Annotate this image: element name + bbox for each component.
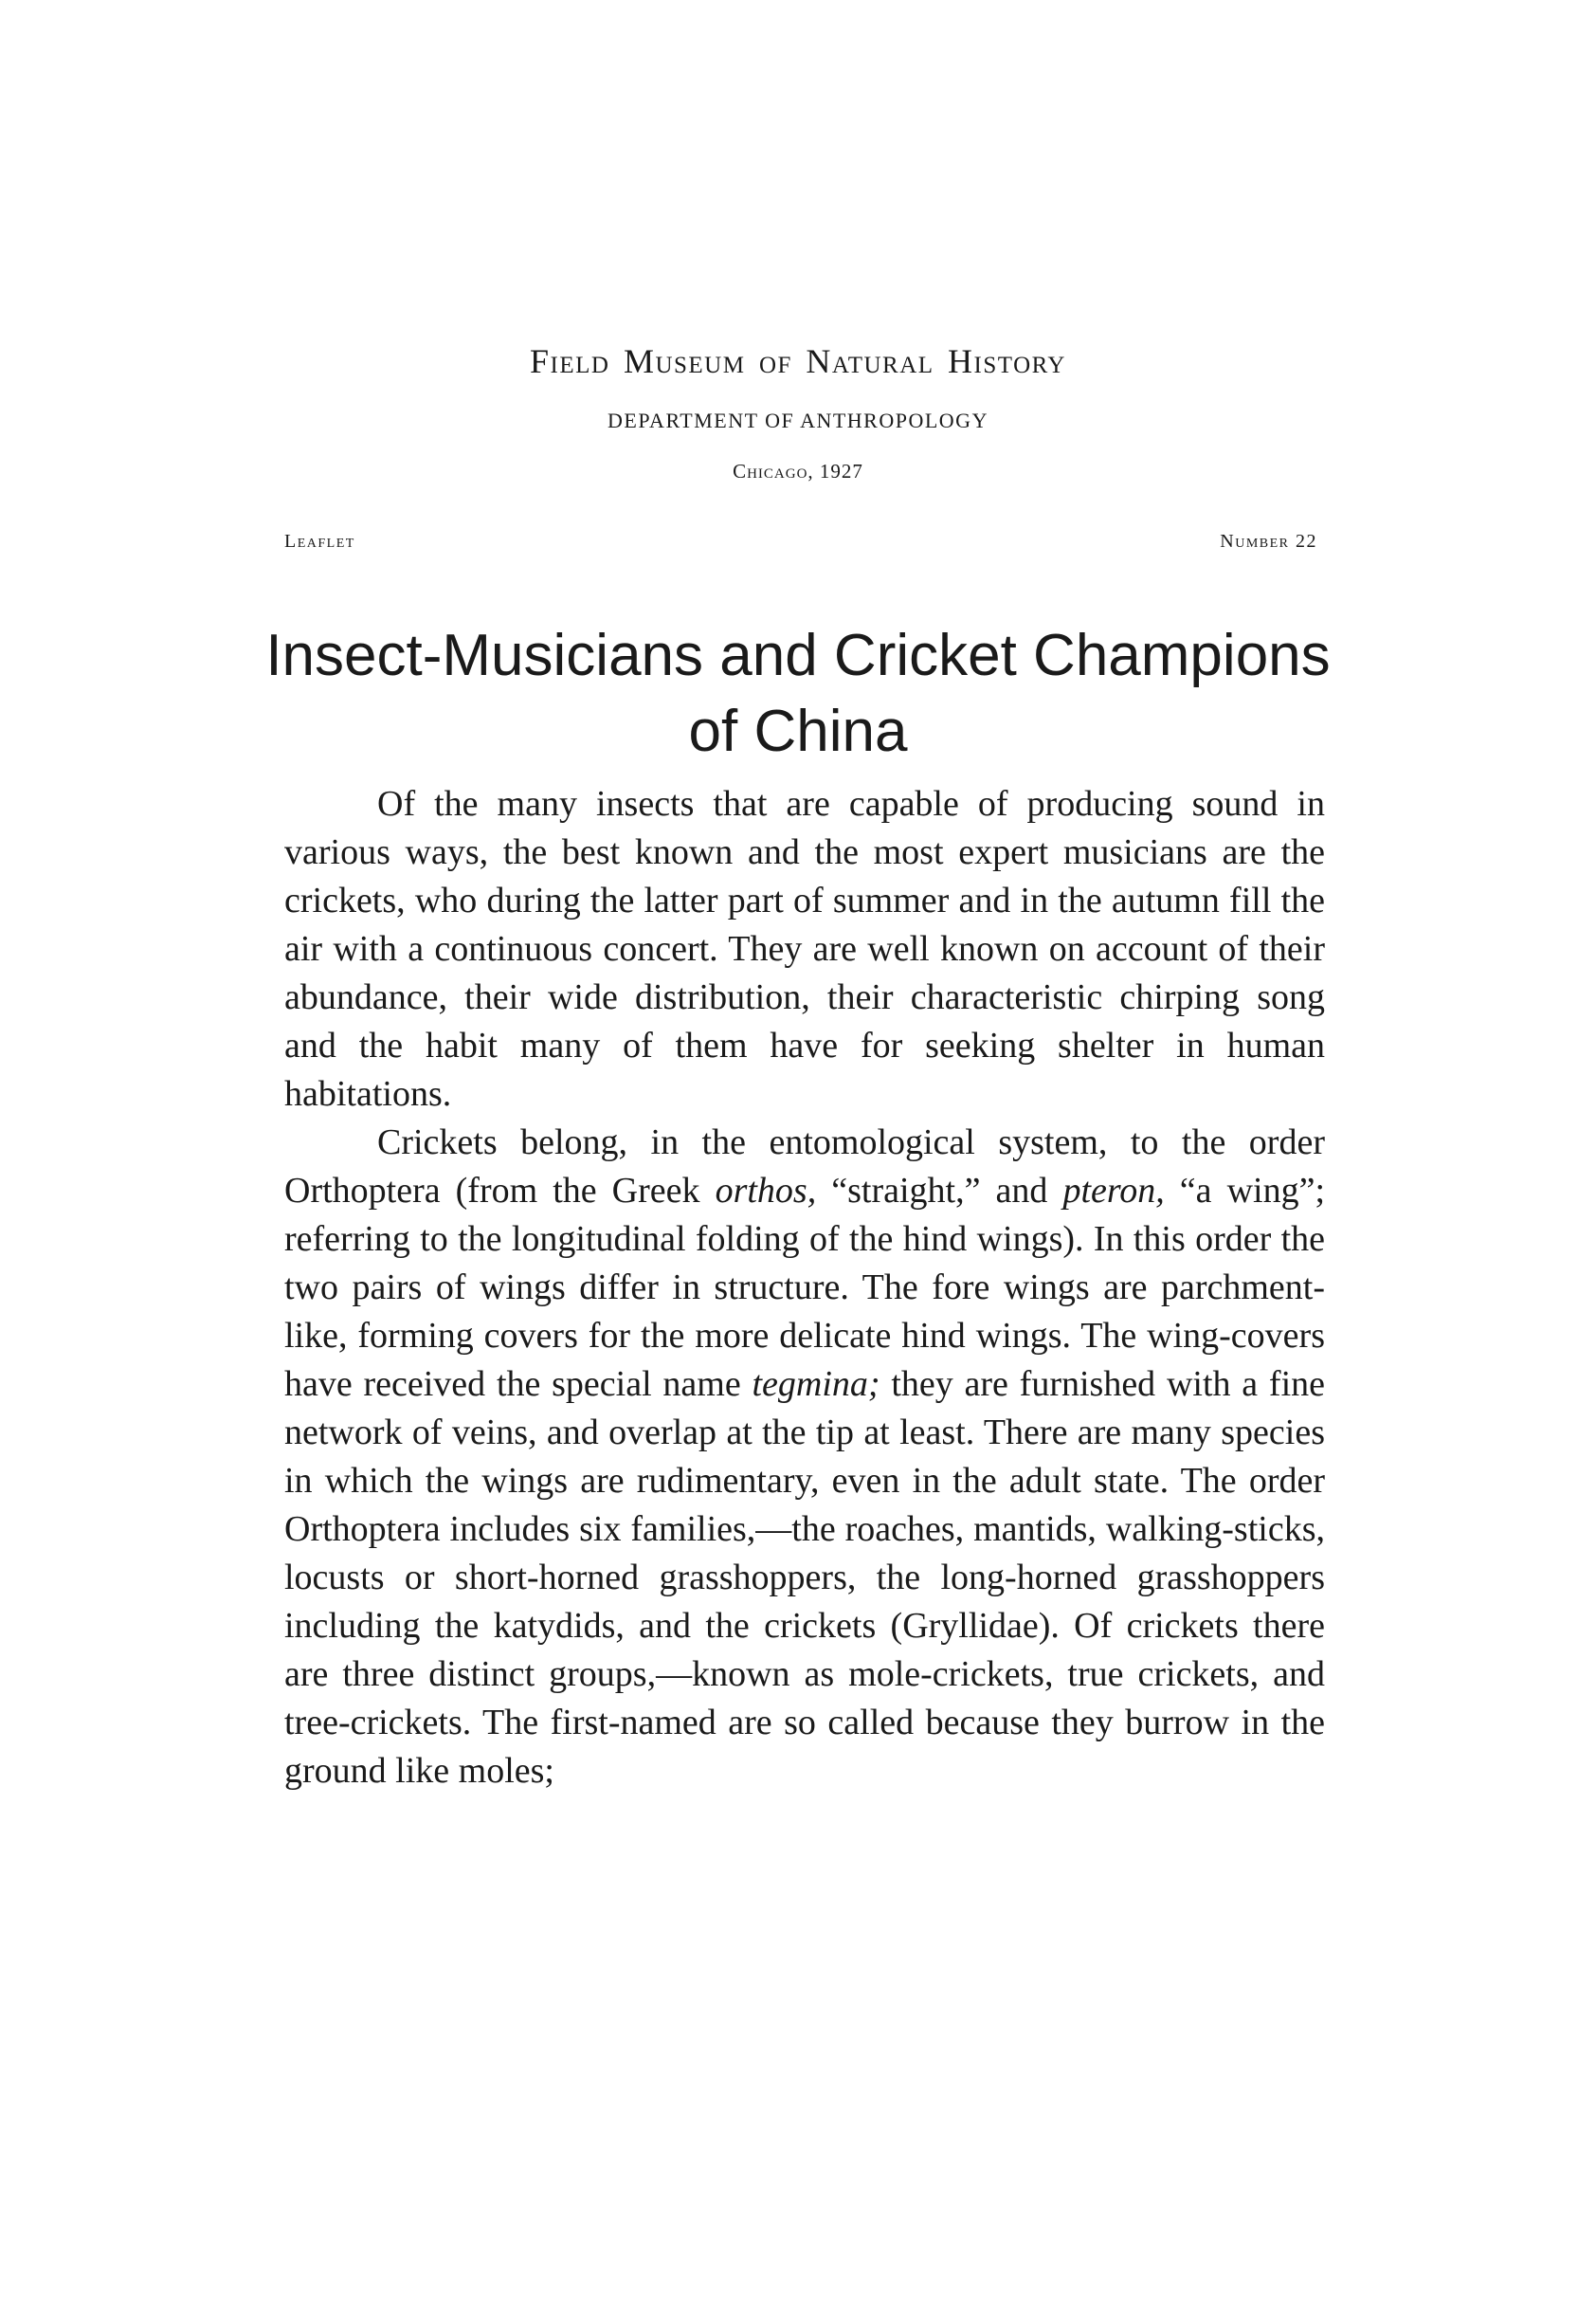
place-date: Chicago, 1927 bbox=[733, 460, 863, 483]
title-line-1: Insect-Musicians and Cricket Champions bbox=[265, 623, 1331, 688]
paragraph-2-text-d: they are furnished with a fine network of veins, and overlap at the tip at least. There are many species in which the wings are rudimentary, even in the adult state. The order Orthoptera includes six families,—the roaches, mantids, walking-sticks, locusts or short-horned grasshoppers, the long-horned grasshoppers including the katydids, and the crickets (Gryllidae). Of crickets there are three distinct groups,—known as mole-crickets, true crickets, and tree-crickets. The first-named are so called because they burrow in the ground like moles; bbox=[284, 1364, 1325, 1791]
paragraph-2-text-b: “straight,” and bbox=[816, 1171, 1063, 1211]
page-title bbox=[190, 618, 1406, 770]
paragraph-2 bbox=[284, 1119, 1325, 1795]
paragraph-2-text-c: “a wing”; referring to the longitudinal folding of the hind wings). In this order the two pairs of wings differ in structure. The fore wings are parchment-like, forming covers for the more delicate hind wings. The wing-covers have received the special name bbox=[284, 1171, 1325, 1404]
leaflet-label: Leaflet bbox=[284, 531, 355, 552]
institution-name: Field Museum of Natural History bbox=[530, 342, 1066, 380]
term-orthos: orthos, bbox=[715, 1171, 817, 1211]
paragraph-2-text-a: Crickets belong, in the entomological system, to the order Orthoptera (from the Greek bbox=[284, 1122, 1325, 1211]
department-name: DEPARTMENT OF ANTHROPOLOGY bbox=[608, 409, 988, 432]
term-tegmina: tegmina; bbox=[752, 1364, 880, 1404]
leaflet-number: Number 22 bbox=[1220, 531, 1317, 552]
term-pteron: pteron, bbox=[1062, 1171, 1165, 1211]
paragraph-1: Of the many insects that are capable of producing sound in various ways, the best known and the most expert musicians are the crickets, who during the latter part of summer and in the autumn fill the air with a continuous concert. They are well known on account of their abundance, their wide distribution, their characteristic chirping song and the habit many of them have for seeking shelter in human habitations. bbox=[284, 784, 1325, 1114]
title-line-2: of China bbox=[688, 699, 908, 764]
article-body bbox=[284, 780, 1325, 1795]
